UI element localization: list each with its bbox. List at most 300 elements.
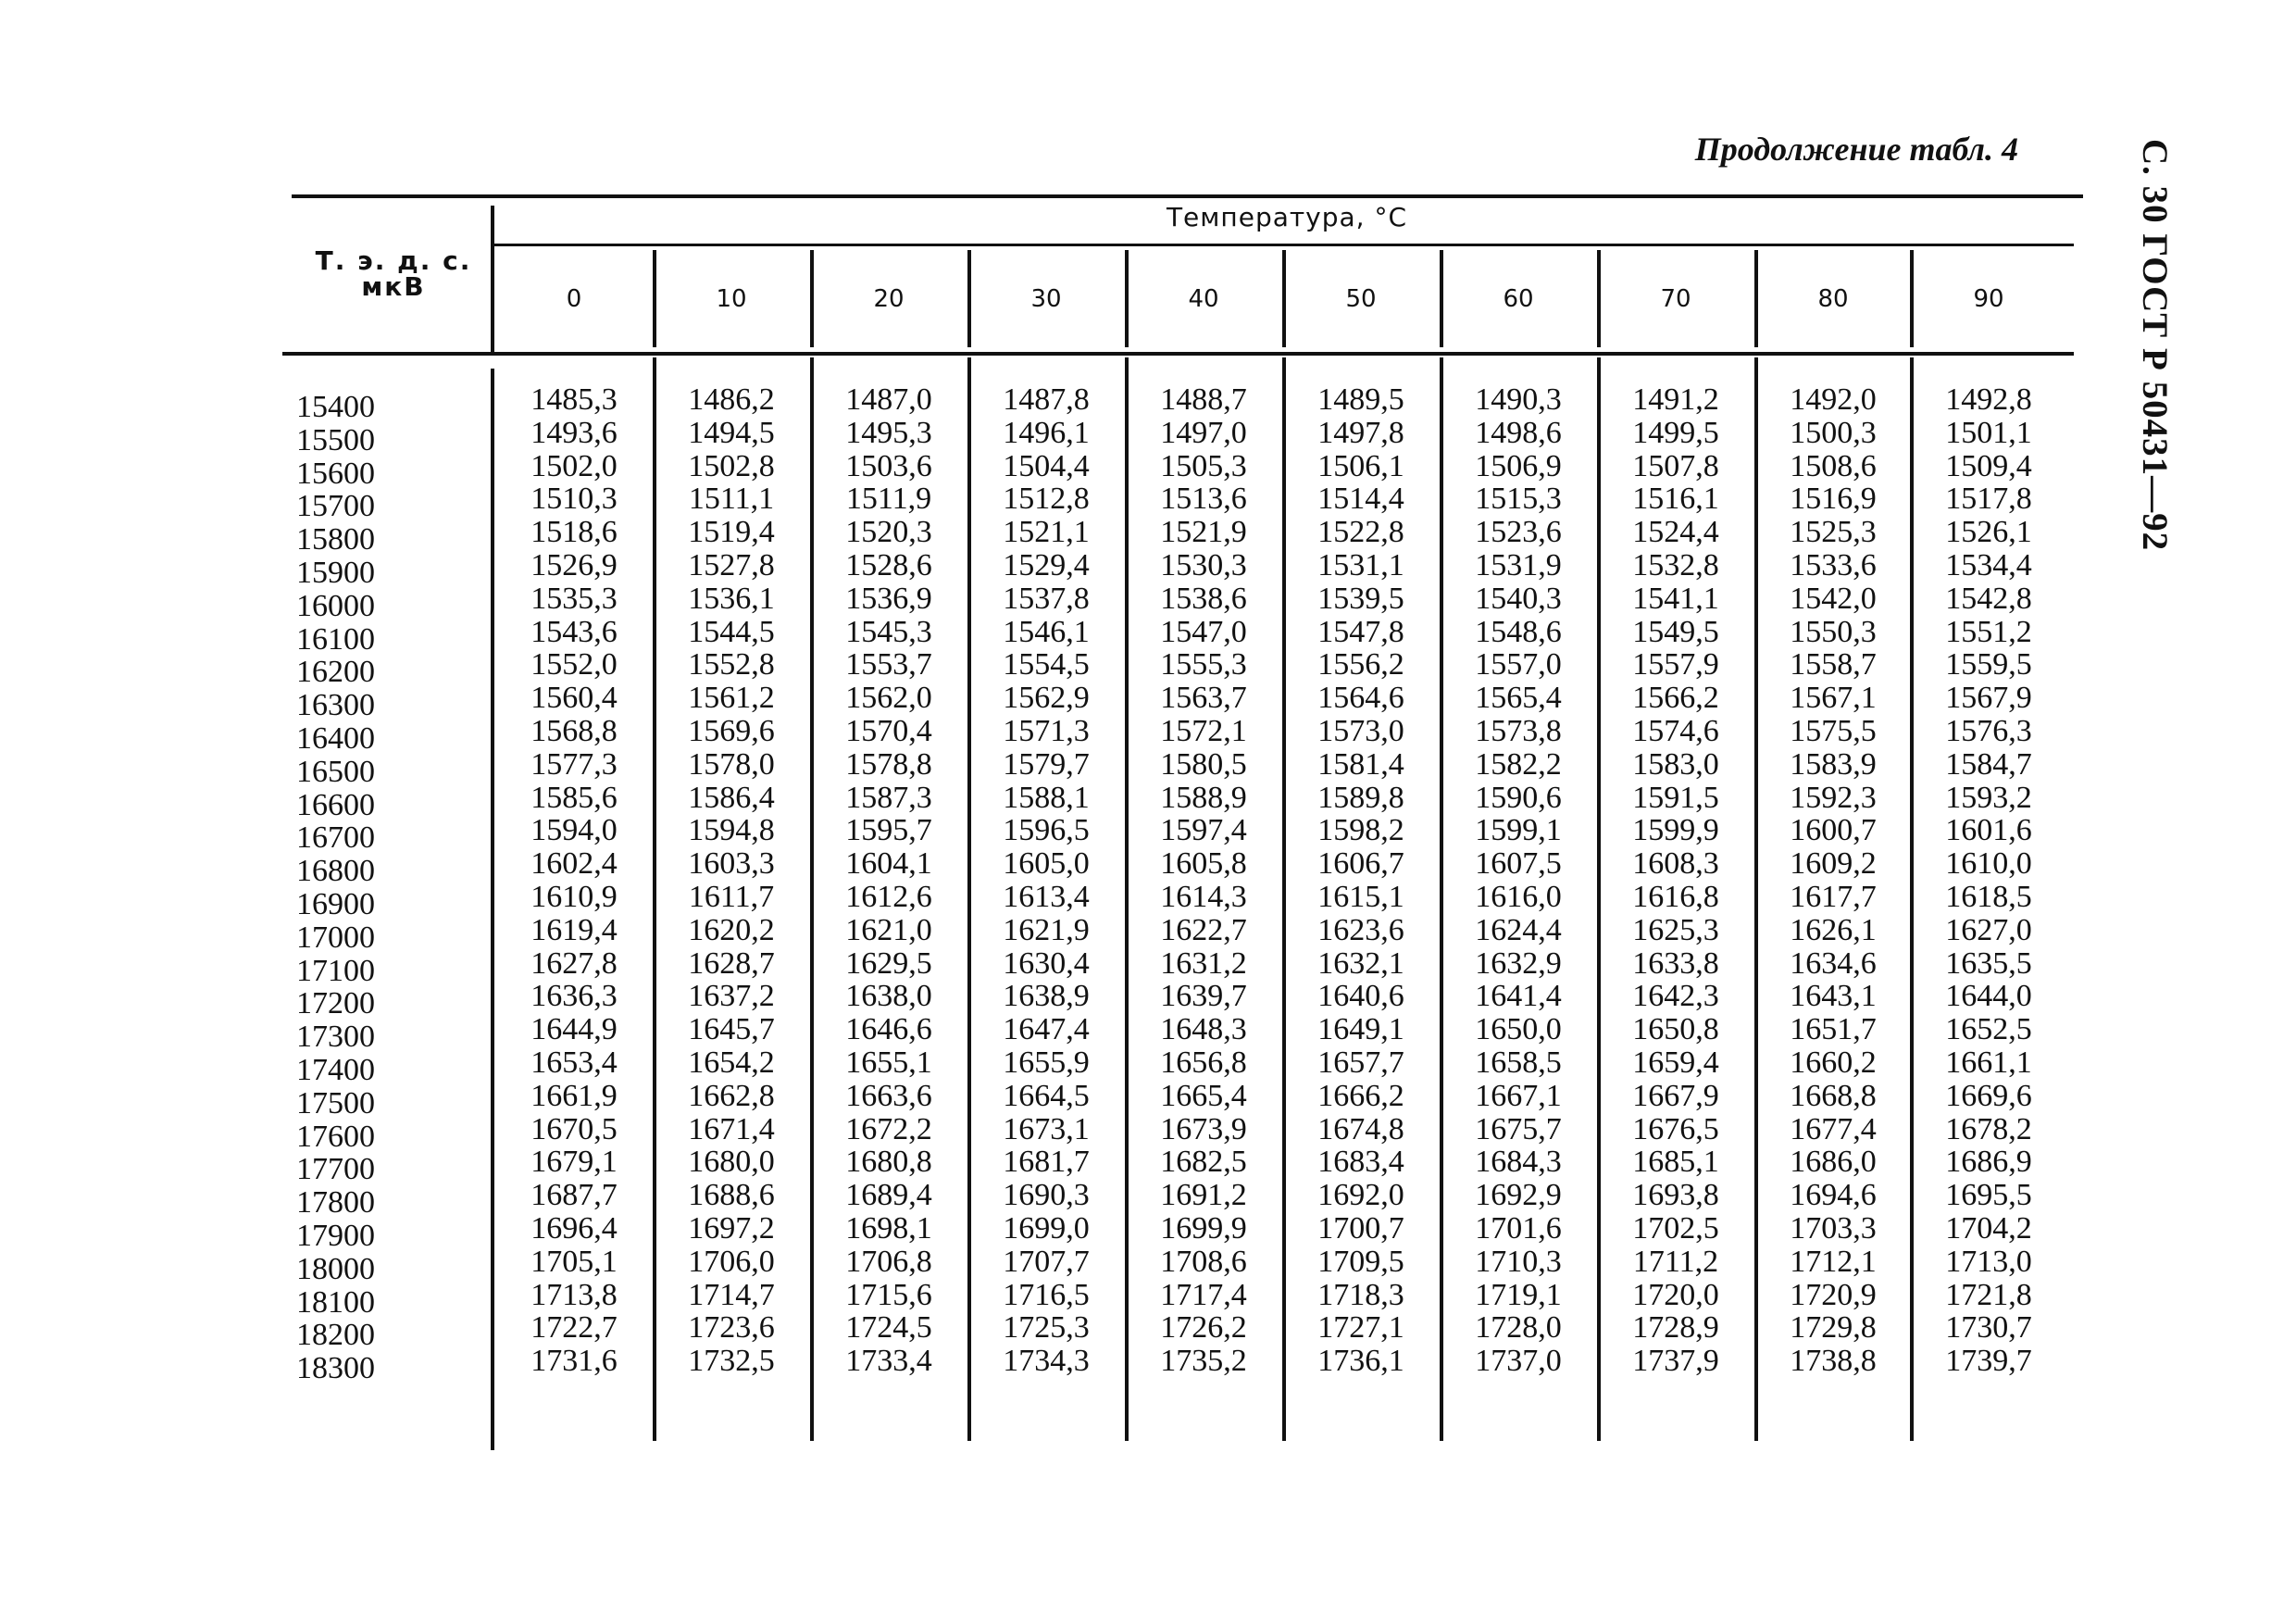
temperature-value-cell: 1603,3 [688, 846, 775, 882]
temperature-value-cell: 1659,4 [1632, 1045, 1719, 1080]
temperature-data-column [810, 383, 967, 1378]
emf-value-cell: 16100 [296, 621, 375, 657]
temperature-value-cell: 1517,8 [1945, 482, 2032, 517]
temperature-column-header: 0 [566, 285, 582, 313]
temperature-value-cell: 1644,0 [1945, 979, 2032, 1014]
temperature-value-cell: 1728,9 [1632, 1310, 1719, 1346]
temperature-value-cell: 1552,0 [530, 647, 618, 682]
temperature-value-cell: 1631,2 [1160, 945, 1247, 981]
temperature-value-cell: 1687,7 [530, 1178, 618, 1213]
temperature-value-cell: 1673,9 [1160, 1111, 1247, 1146]
temperature-value-cell: 1521,1 [1003, 515, 1090, 550]
emf-value-cell: 15400 [296, 390, 375, 424]
temperature-value-cell: 1609,2 [1790, 846, 1877, 882]
temperature-value-cell: 1696,4 [530, 1210, 618, 1246]
temperature-value-cell: 1633,8 [1632, 945, 1719, 981]
temperature-value-cell: 1732,5 [688, 1344, 775, 1379]
emf-value-cell: 15900 [296, 555, 375, 590]
temperature-value-cell: 1570,4 [845, 713, 932, 748]
emf-value-cell: 18100 [296, 1284, 375, 1320]
temperature-value-cell: 1518,6 [530, 515, 618, 550]
temperature-value-cell: 1527,8 [688, 547, 775, 582]
temperature-value-cell: 1661,9 [530, 1078, 618, 1113]
temperature-value-cell: 1669,6 [1945, 1078, 2032, 1113]
temperature-value-cell: 1692,0 [1317, 1178, 1404, 1213]
temperature-value-cell: 1720,9 [1790, 1277, 1877, 1312]
temperature-value-cell: 1597,4 [1160, 813, 1247, 848]
temperature-value-cell: 1650,8 [1632, 1012, 1719, 1047]
temperature-value-cell: 1508,6 [1790, 448, 1877, 483]
temperature-value-cell: 1503,6 [845, 448, 932, 483]
temperature-value-cell: 1489,5 [1317, 382, 1404, 417]
temperature-value-cell: 1699,9 [1160, 1210, 1247, 1246]
temperature-value-cell: 1552,8 [688, 647, 775, 682]
temperature-value-cell: 1625,3 [1632, 912, 1719, 947]
temperature-value-cell: 1592,3 [1790, 780, 1877, 815]
temperature-value-cell: 1702,5 [1632, 1210, 1719, 1246]
emf-values-column [296, 391, 435, 1385]
temperature-value-cell: 1660,2 [1790, 1045, 1877, 1080]
temperature-value-cell: 1492,0 [1790, 382, 1877, 417]
temperature-column-header: 90 [1973, 285, 2004, 313]
emf-value-cell: 18200 [296, 1318, 375, 1353]
temperature-value-cell: 1543,6 [530, 614, 618, 649]
temperature-value-cell: 1566,2 [1632, 681, 1719, 716]
temperature-data-column [1125, 383, 1282, 1378]
emf-value-cell: 18300 [296, 1351, 375, 1386]
temperature-value-cell: 1563,7 [1160, 681, 1247, 716]
temperature-value-cell: 1582,2 [1475, 746, 1562, 782]
temperature-value-cell: 1724,5 [845, 1310, 932, 1346]
temperature-value-cell: 1719,1 [1475, 1277, 1562, 1312]
emf-value-cell: 15700 [296, 489, 375, 524]
temperature-value-cell: 1528,6 [845, 547, 932, 582]
temperature-value-cell: 1575,5 [1790, 713, 1877, 748]
temperature-value-cell: 1533,6 [1790, 547, 1877, 582]
temperature-column-header: 10 [716, 285, 747, 313]
emf-value-cell: 16800 [296, 854, 375, 889]
continuation-title: Продолжение табл. 4 [1694, 131, 2018, 168]
temperature-value-cell: 1735,2 [1160, 1344, 1247, 1379]
temperature-value-cell: 1526,9 [530, 547, 618, 582]
emf-value-cell: 16000 [296, 588, 375, 623]
temperature-value-cell: 1505,3 [1160, 448, 1247, 483]
temperature-header-rule [493, 244, 2074, 246]
temperature-value-cell: 1559,5 [1945, 647, 2032, 682]
emf-value-cell: 16600 [296, 787, 375, 822]
temperature-value-cell: 1706,8 [845, 1244, 932, 1279]
temperature-value-cell: 1534,4 [1945, 547, 2032, 582]
emf-value-cell: 16700 [296, 820, 375, 856]
emf-value-cell: 16400 [296, 720, 375, 756]
emf-value-cell: 17800 [296, 1185, 375, 1221]
temperature-value-cell: 1511,9 [845, 482, 932, 517]
temperature-value-cell: 1734,3 [1003, 1344, 1090, 1379]
temperature-header: Температура, °С [1166, 202, 1408, 232]
temperature-value-cell: 1542,8 [1945, 581, 2032, 616]
temperature-value-cell: 1641,4 [1475, 979, 1562, 1014]
temperature-value-cell: 1560,4 [530, 681, 618, 716]
emf-value-cell: 15600 [296, 456, 375, 491]
temperature-value-cell: 1636,3 [530, 979, 618, 1014]
temperature-column-header: 80 [1817, 285, 1849, 313]
temperature-value-cell: 1731,6 [530, 1344, 618, 1379]
temperature-value-cell: 1725,3 [1003, 1310, 1090, 1346]
emf-value-cell: 17100 [296, 953, 375, 988]
temperature-value-cell: 1679,1 [530, 1145, 618, 1180]
temperature-value-cell: 1680,0 [688, 1145, 775, 1180]
emf-value-cell: 17300 [296, 1020, 375, 1055]
temperature-value-cell: 1738,8 [1790, 1344, 1877, 1379]
temperature-value-cell: 1637,2 [688, 979, 775, 1014]
temperature-value-cell: 1553,7 [845, 647, 932, 682]
temperature-value-cell: 1583,9 [1790, 746, 1877, 782]
temperature-value-cell: 1488,7 [1160, 382, 1247, 417]
temperature-value-cell: 1540,3 [1475, 581, 1562, 616]
temperature-data-column [967, 383, 1125, 1378]
temperature-value-cell: 1594,8 [688, 813, 775, 848]
temperature-value-cell: 1594,0 [530, 813, 618, 848]
temperature-value-cell: 1644,9 [530, 1012, 618, 1047]
temperature-value-cell: 1487,8 [1003, 382, 1090, 417]
temperature-value-cell: 1516,1 [1632, 482, 1719, 517]
temperature-value-cell: 1531,9 [1475, 547, 1562, 582]
temperature-value-cell: 1497,8 [1317, 415, 1404, 450]
temperature-value-cell: 1628,7 [688, 945, 775, 981]
temperature-value-cell: 1649,1 [1317, 1012, 1404, 1047]
emf-value-cell: 17000 [296, 920, 375, 955]
temperature-value-cell: 1655,1 [845, 1045, 932, 1080]
temperature-value-cell: 1714,7 [688, 1277, 775, 1312]
temperature-value-cell: 1555,3 [1160, 647, 1247, 682]
emf-value-cell: 18000 [296, 1251, 375, 1286]
temperature-value-cell: 1583,0 [1632, 746, 1719, 782]
temperature-value-cell: 1500,3 [1790, 415, 1877, 450]
temperature-value-cell: 1611,7 [688, 879, 775, 914]
temperature-value-cell: 1599,1 [1475, 813, 1562, 848]
temperature-value-cell: 1661,1 [1945, 1045, 2032, 1080]
temperature-value-cell: 1602,4 [530, 846, 618, 882]
temperature-value-cell: 1667,1 [1475, 1078, 1562, 1113]
temperature-value-cell: 1656,8 [1160, 1045, 1247, 1080]
temperature-value-cell: 1497,0 [1160, 415, 1247, 450]
temperature-value-cell: 1536,9 [845, 581, 932, 616]
table-top-rule [292, 194, 2083, 198]
temperature-value-cell: 1697,2 [688, 1210, 775, 1246]
temperature-value-cell: 1709,5 [1317, 1244, 1404, 1279]
temperature-value-cell: 1632,9 [1475, 945, 1562, 981]
temperature-value-cell: 1620,2 [688, 912, 775, 947]
temperature-value-cell: 1551,2 [1945, 614, 2032, 649]
temperature-value-cell: 1698,1 [845, 1210, 932, 1246]
temperature-value-cell: 1537,8 [1003, 581, 1090, 616]
temperature-value-cell: 1521,9 [1160, 515, 1247, 550]
temperature-value-cell: 1664,5 [1003, 1078, 1090, 1113]
temperature-value-cell: 1590,6 [1475, 780, 1562, 815]
temperature-value-cell: 1557,0 [1475, 647, 1562, 682]
temperature-value-cell: 1579,7 [1003, 746, 1090, 782]
temperature-value-cell: 1604,1 [845, 846, 932, 882]
temperature-value-cell: 1506,9 [1475, 448, 1562, 483]
temperature-value-cell: 1591,5 [1632, 780, 1719, 815]
temperature-value-cell: 1672,2 [845, 1111, 932, 1146]
temperature-value-cell: 1677,4 [1790, 1111, 1877, 1146]
temperature-value-cell: 1639,7 [1160, 979, 1247, 1014]
temperature-value-cell: 1616,0 [1475, 879, 1562, 914]
temperature-value-cell: 1613,4 [1003, 879, 1090, 914]
temperature-value-cell: 1600,7 [1790, 813, 1877, 848]
temperature-value-cell: 1520,3 [845, 515, 932, 550]
temperature-value-cell: 1541,1 [1632, 581, 1719, 616]
temperature-value-cell: 1706,0 [688, 1244, 775, 1279]
temperature-value-cell: 1616,8 [1632, 879, 1719, 914]
temperature-column-header: 50 [1345, 285, 1377, 313]
temperature-value-cell: 1608,3 [1632, 846, 1719, 882]
temperature-value-cell: 1556,2 [1317, 647, 1404, 682]
temperature-value-cell: 1730,7 [1945, 1310, 2032, 1346]
temperature-value-cell: 1510,3 [530, 482, 618, 517]
temperature-data-column [653, 383, 810, 1378]
temperature-value-cell: 1562,0 [845, 681, 932, 716]
temperature-data-column [1910, 383, 2067, 1378]
temperature-value-cell: 1567,1 [1790, 681, 1877, 716]
temperature-value-cell: 1630,4 [1003, 945, 1090, 981]
emf-value-cell: 17200 [296, 986, 375, 1021]
temperature-value-cell: 1513,6 [1160, 482, 1247, 517]
temperature-column-header: 70 [1660, 285, 1691, 313]
temperature-value-cell: 1716,5 [1003, 1277, 1090, 1312]
temperature-value-cell: 1622,7 [1160, 912, 1247, 947]
temperature-value-cell: 1624,4 [1475, 912, 1562, 947]
temperature-value-cell: 1718,3 [1317, 1277, 1404, 1312]
emf-column-header: Т. э. д. с. мкВ [315, 245, 472, 302]
temperature-value-cell: 1678,2 [1945, 1111, 2032, 1146]
temperature-data-column [1754, 383, 1912, 1378]
emf-value-cell: 17700 [296, 1152, 375, 1187]
temperature-value-cell: 1509,4 [1945, 448, 2032, 483]
temperature-value-cell: 1516,9 [1790, 482, 1877, 517]
temperature-data-column [1282, 383, 1440, 1378]
temperature-value-cell: 1727,1 [1317, 1310, 1404, 1346]
temperature-value-cell: 1596,5 [1003, 813, 1090, 848]
temperature-value-cell: 1686,0 [1790, 1145, 1877, 1180]
temperature-value-cell: 1536,1 [688, 581, 775, 616]
temperature-value-cell: 1680,8 [845, 1145, 932, 1180]
temperature-value-cell: 1632,1 [1317, 945, 1404, 981]
temperature-value-cell: 1599,9 [1632, 813, 1719, 848]
temperature-value-cell: 1547,0 [1160, 614, 1247, 649]
temperature-value-cell: 1629,5 [845, 945, 932, 981]
temperature-value-cell: 1638,9 [1003, 979, 1090, 1014]
temperature-value-cell: 1610,0 [1945, 846, 2032, 882]
temperature-value-cell: 1546,1 [1003, 614, 1090, 649]
temperature-data-column [1597, 383, 1754, 1378]
temperature-value-cell: 1523,6 [1475, 515, 1562, 550]
temperature-value-cell: 1605,0 [1003, 846, 1090, 882]
temperature-value-cell: 1705,1 [530, 1244, 618, 1279]
temperature-value-cell: 1635,5 [1945, 945, 2032, 981]
emf-value-cell: 16900 [296, 886, 375, 921]
temperature-value-cell: 1662,8 [688, 1078, 775, 1113]
temperature-value-cell: 1713,8 [530, 1277, 618, 1312]
temperature-value-cell: 1675,7 [1475, 1111, 1562, 1146]
temperature-value-cell: 1522,8 [1317, 515, 1404, 550]
temperature-value-cell: 1621,9 [1003, 912, 1090, 947]
temperature-value-cell: 1621,0 [845, 912, 932, 947]
temperature-value-cell: 1584,7 [1945, 746, 2032, 782]
temperature-value-cell: 1507,8 [1632, 448, 1719, 483]
emf-column-separator-body [491, 369, 494, 1450]
temperature-value-cell: 1529,4 [1003, 547, 1090, 582]
temperature-value-cell: 1701,6 [1475, 1210, 1562, 1246]
temperature-value-cell: 1569,6 [688, 713, 775, 748]
temperature-value-cell: 1588,9 [1160, 780, 1247, 815]
temperature-value-cell: 1619,4 [530, 912, 618, 947]
temperature-value-cell: 1712,1 [1790, 1244, 1877, 1279]
temperature-value-cell: 1642,3 [1632, 979, 1719, 1014]
temperature-value-cell: 1695,5 [1945, 1178, 2032, 1213]
temperature-value-cell: 1496,1 [1003, 415, 1090, 450]
temperature-value-cell: 1544,5 [688, 614, 775, 649]
temperature-value-cell: 1627,8 [530, 945, 618, 981]
temperature-value-cell: 1640,6 [1317, 979, 1404, 1014]
emf-value-cell: 15800 [296, 522, 375, 557]
temperature-column-header: 20 [873, 285, 905, 313]
temperature-value-cell: 1721,8 [1945, 1277, 2032, 1312]
temperature-value-cell: 1670,5 [530, 1111, 618, 1146]
temperature-value-cell: 1692,9 [1475, 1178, 1562, 1213]
temperature-value-cell: 1492,8 [1945, 382, 2032, 417]
temperature-value-cell: 1538,6 [1160, 581, 1247, 616]
temperature-value-cell: 1634,6 [1790, 945, 1877, 981]
temperature-value-cell: 1736,1 [1317, 1344, 1404, 1379]
temperature-value-cell: 1572,1 [1160, 713, 1247, 748]
temperature-value-cell: 1499,5 [1632, 415, 1719, 450]
temperature-value-cell: 1699,0 [1003, 1210, 1090, 1246]
temperature-value-cell: 1515,3 [1475, 482, 1562, 517]
emf-value-cell: 17900 [296, 1218, 375, 1253]
temperature-value-cell: 1617,7 [1790, 879, 1877, 914]
temperature-value-cell: 1691,2 [1160, 1178, 1247, 1213]
temperature-value-cell: 1601,6 [1945, 813, 2032, 848]
temperature-value-cell: 1587,3 [845, 780, 932, 815]
temperature-value-cell: 1671,4 [688, 1111, 775, 1146]
emf-value-cell: 16500 [296, 754, 375, 789]
temperature-value-cell: 1717,4 [1160, 1277, 1247, 1312]
temperature-value-cell: 1647,4 [1003, 1012, 1090, 1047]
temperature-value-cell: 1610,9 [530, 879, 618, 914]
temperature-value-cell: 1733,4 [845, 1344, 932, 1379]
temperature-value-cell: 1627,0 [1945, 912, 2032, 947]
temperature-value-cell: 1648,3 [1160, 1012, 1247, 1047]
temperature-value-cell: 1729,8 [1790, 1310, 1877, 1346]
temperature-value-cell: 1658,5 [1475, 1045, 1562, 1080]
temperature-value-cell: 1548,6 [1475, 614, 1562, 649]
temperature-value-cell: 1573,0 [1317, 713, 1404, 748]
temperature-value-cell: 1554,5 [1003, 647, 1090, 682]
temperature-value-cell: 1653,4 [530, 1045, 618, 1080]
temperature-value-cell: 1654,2 [688, 1045, 775, 1080]
temperature-value-cell: 1585,6 [530, 780, 618, 815]
temperature-value-cell: 1684,3 [1475, 1145, 1562, 1180]
temperature-value-cell: 1667,9 [1632, 1078, 1719, 1113]
temperature-value-cell: 1493,6 [530, 415, 618, 450]
temperature-value-cell: 1535,3 [530, 581, 618, 616]
temperature-value-cell: 1689,4 [845, 1178, 932, 1213]
temperature-value-cell: 1688,6 [688, 1178, 775, 1213]
temperature-value-cell: 1580,5 [1160, 746, 1247, 782]
temperature-value-cell: 1676,5 [1632, 1111, 1719, 1146]
temperature-value-cell: 1494,5 [688, 415, 775, 450]
temperature-value-cell: 1665,4 [1160, 1078, 1247, 1113]
temperature-value-cell: 1506,1 [1317, 448, 1404, 483]
temperature-value-cell: 1512,8 [1003, 482, 1090, 517]
temperature-value-cell: 1638,0 [845, 979, 932, 1014]
temperature-value-cell: 1737,0 [1475, 1344, 1562, 1379]
temperature-data-column [495, 383, 653, 1378]
temperature-value-cell: 1565,4 [1475, 681, 1562, 716]
temperature-value-cell: 1486,2 [688, 382, 775, 417]
temperature-value-cell: 1606,7 [1317, 846, 1404, 882]
temperature-value-cell: 1532,8 [1632, 547, 1719, 582]
temperature-value-cell: 1623,6 [1317, 912, 1404, 947]
emf-value-cell: 17500 [296, 1085, 375, 1120]
temperature-data-column [1440, 383, 1597, 1378]
temperature-value-cell: 1593,2 [1945, 780, 2032, 815]
temperature-value-cell: 1557,9 [1632, 647, 1719, 682]
temperature-value-cell: 1728,0 [1475, 1310, 1562, 1346]
temperature-column-header: 30 [1030, 285, 1062, 313]
emf-value-cell: 16200 [296, 655, 375, 690]
temperature-value-cell: 1739,7 [1945, 1344, 2032, 1379]
temperature-value-cell: 1646,6 [845, 1012, 932, 1047]
temperature-value-cell: 1690,3 [1003, 1178, 1090, 1213]
temperature-value-cell: 1547,8 [1317, 614, 1404, 649]
temperature-value-cell: 1720,0 [1632, 1277, 1719, 1312]
temperature-value-cell: 1681,7 [1003, 1145, 1090, 1180]
temperature-value-cell: 1545,3 [845, 614, 932, 649]
temperature-value-cell: 1723,6 [688, 1310, 775, 1346]
temperature-value-cell: 1666,2 [1317, 1078, 1404, 1113]
temperature-value-cell: 1549,5 [1632, 614, 1719, 649]
temperature-value-cell: 1589,8 [1317, 780, 1404, 815]
temperature-value-cell: 1598,2 [1317, 813, 1404, 848]
header-bottom-rule [282, 352, 2074, 356]
temperature-value-cell: 1495,3 [845, 415, 932, 450]
temperature-value-cell: 1645,7 [688, 1012, 775, 1047]
temperature-value-cell: 1715,6 [845, 1277, 932, 1312]
temperature-value-cell: 1700,7 [1317, 1210, 1404, 1246]
temperature-value-cell: 1615,1 [1317, 879, 1404, 914]
temperature-value-cell: 1694,6 [1790, 1178, 1877, 1213]
temperature-value-cell: 1490,3 [1475, 382, 1562, 417]
temperature-value-cell: 1524,4 [1632, 515, 1719, 550]
temperature-value-cell: 1685,1 [1632, 1145, 1719, 1180]
temperature-value-cell: 1574,6 [1632, 713, 1719, 748]
temperature-value-cell: 1663,6 [845, 1078, 932, 1113]
temperature-value-cell: 1561,2 [688, 681, 775, 716]
temperature-value-cell: 1578,0 [688, 746, 775, 782]
temperature-value-cell: 1504,4 [1003, 448, 1090, 483]
temperature-value-cell: 1588,1 [1003, 780, 1090, 815]
temperature-value-cell: 1485,3 [530, 382, 618, 417]
temperature-value-cell: 1530,3 [1160, 547, 1247, 582]
temperature-value-cell: 1511,1 [688, 482, 775, 517]
temperature-value-cell: 1542,0 [1790, 581, 1877, 616]
page-side-header: С. 30 ГОСТ Р 50431—92 [2135, 139, 2175, 552]
temperature-value-cell: 1704,2 [1945, 1210, 2032, 1246]
temperature-value-cell: 1657,7 [1317, 1045, 1404, 1080]
